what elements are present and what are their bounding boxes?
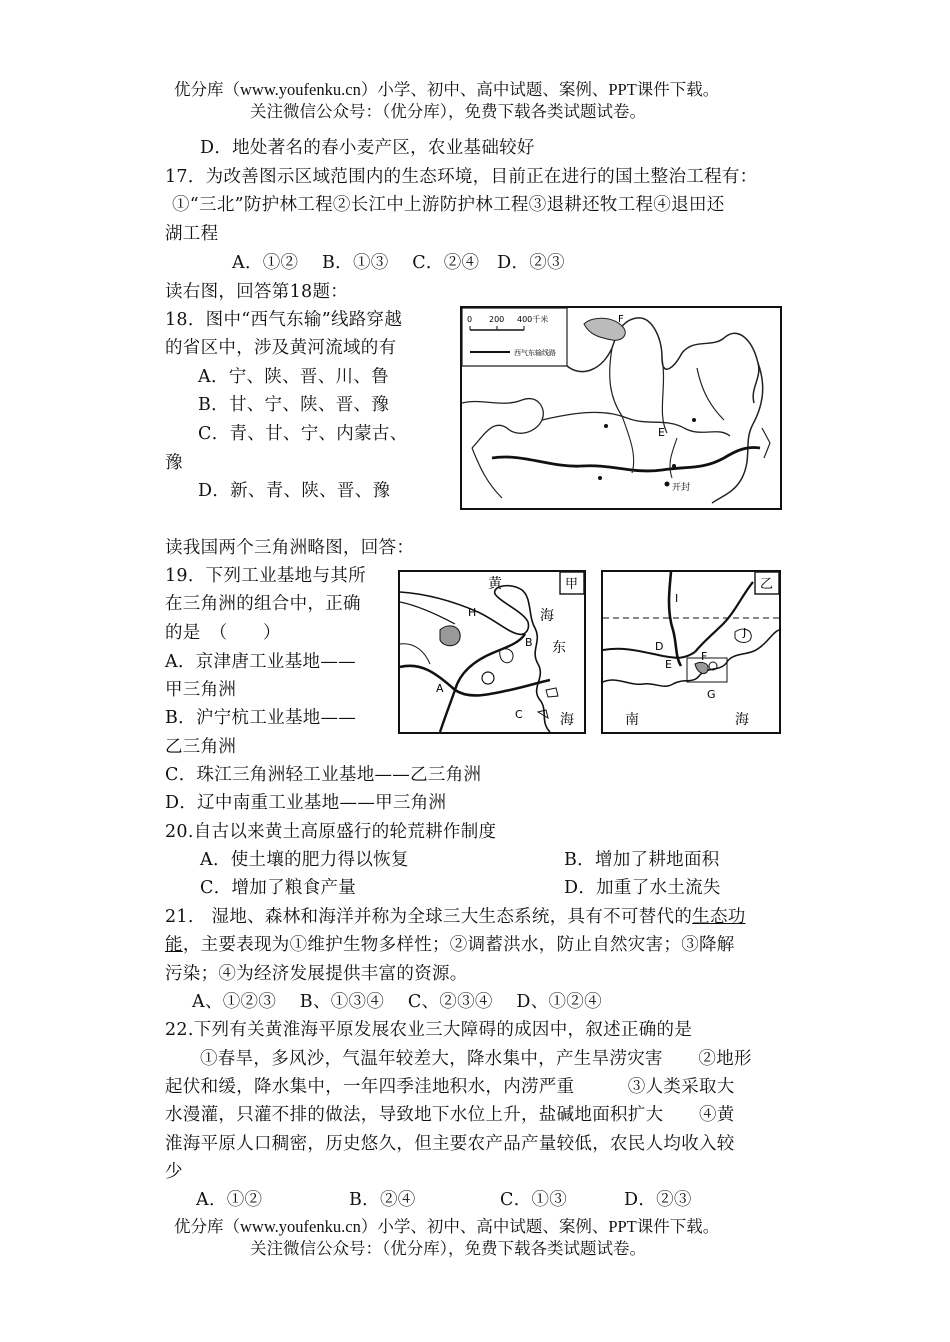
q19-option-a-1: A．京津唐工业基地—— [165,652,356,672]
map-yi-label-g: G [707,688,716,701]
q22-line-3: 水漫灌，只灌不排的做法，导致地下水位上升，盐碱地面积扩大 ④黄 [165,1105,735,1125]
west-east-gas-pipeline-map [460,306,782,510]
map-jia-lake-1 [440,626,460,646]
q21-underlined-term-2: 能 [165,935,183,955]
q19-stem-line-3: 的是 （ ） [165,623,281,643]
scale-0: 0 [467,315,473,324]
map-jia-sea-dong: 东 [552,640,566,656]
q20-option-c: C．增加了粮食产量 [200,878,357,898]
q19-option-a-2: 甲三角洲 [165,680,237,700]
q17-stem-line-1: 17．为改善图示区域范围内的生态环境，目前正在进行的国土整治工程有： [165,167,758,187]
q18-option-c: C．青、甘、宁、内蒙古、 [198,424,408,444]
map-jia-sea-huang: 黄 [488,576,502,592]
map-yi-label-e: E [665,658,672,671]
footer-line-2: 关注微信公众号：（优分库），免费下载各类试题试卷。 [250,1239,646,1258]
q18-stem-line-2: 的省区中，涉及黄河流域的有 [165,338,397,358]
q19-stem-line-2: 在三角洲的组合中，正确 [165,594,361,614]
pipeline-map-svg [462,308,780,508]
read-18-instruction: 读右图，回答第18题： [165,282,349,302]
q19-option-b-2: 乙三角洲 [165,737,237,757]
q22-option-d: D．②③ [624,1190,692,1210]
q21-stem-line-3: 污染；④为经济发展提供丰富的资源。 [165,964,468,984]
map-jia-river-1 [400,666,550,696]
map-jia-label-a: A [436,682,444,695]
label-f: F [618,314,624,325]
q22-option-a: A．①② [196,1190,263,1210]
map-yi-sea-hai: 海 [735,712,749,728]
map-jia-label-h: H [468,606,477,619]
q19-option-c: C．珠江三角洲轻工业基地——乙三角洲 [165,765,482,785]
q22-line-5: 少 [165,1162,183,1182]
map-jia-svg [400,572,584,732]
map-yi-label-d: D [655,640,664,653]
delta-map-jia [398,570,586,734]
q22-line-2: 起伏和缓，降水集中，一年四季洼地积水，内涝严重 ③人类采取大 [165,1077,735,1097]
q17-stem-line-2: ①“三北”防护林工程②长江中上游防护林工程③退耕还牧工程④退田还 [172,195,725,215]
q20-option-b: B．增加了耕地面积 [564,850,720,870]
scale-200: 200 [489,315,505,324]
map-yi-label-j: J [743,626,747,639]
read-19-instruction: 读我国两个三角洲略图，回答： [165,538,415,558]
q19-stem-line-1: 19．下列工业基地与其所 [165,566,366,586]
q22-line-1: ①春旱，多风沙，气温年较差大，降水集中，产生旱涝灾害 ②地形 [200,1049,752,1069]
q20-option-d: D．加重了水土流失 [564,878,721,898]
footer-line-1: 优分库（www.youfenku.cn）小学、初中、高中试题、案例、PPT课件下载。 [174,1217,720,1236]
label-e: E [658,426,665,439]
q20-option-a: A．使土壤的肥力得以恢复 [200,850,409,870]
pipeline-route [492,447,760,470]
scale-400: 400千米 [517,315,549,324]
map-yi-svg [603,572,779,732]
q22-option-c: C．①③ [500,1190,568,1210]
q18-option-d: D．新、青、陕、晋、豫 [198,481,391,501]
q18-stem-line-1: 18．图中“西气东输”线路穿越 [165,310,403,330]
q21-stem-line-1 [165,903,746,928]
q21-underlined-term-1: 生态功 [692,907,746,927]
map-jia-sea-hai-2: 海 [560,712,574,728]
map-jia-label-c: C [515,708,523,721]
map-yi-label-i: I [675,592,679,605]
map-jia-sea-hai-1: 海 [540,608,554,624]
q19-option-b-1: B．沪宁杭工业基地—— [165,708,357,728]
q21-stem-line-1-text: 21. 湿地、森林和海洋并称为全球三大生态系统，具有不可替代的 [165,907,693,927]
q18-option-b: B．甘、宁、陕、晋、豫 [198,395,390,415]
inner-boundary [542,412,730,436]
map-jia-rail [455,634,525,690]
west-boundary [462,399,543,448]
label-kaifeng: 开封 [672,483,691,493]
legend-pipeline-label: 西气东输线路 [514,349,556,357]
map-yi-label-f: F [701,650,708,663]
map-jia-tag: 甲 [565,577,579,592]
q20-stem: 20.自古以来黄土高原盛行的轮荒耕作制度 [165,822,497,842]
q21-stem-line-2-text: ，主要表现为①维护生物多样性；②调蓄洪水，防止自然灾害；③降解 [182,935,735,955]
q21-stem-line-2 [165,931,735,956]
q19-option-d: D．辽中南重工业基地——甲三角洲 [165,793,447,813]
q17-stem-line-3: 湖工程 [165,224,219,244]
q22-line-4: 淮海平原人口稠密，历史悠久，但主要农产品产量较低，农民人均收入较 [165,1134,735,1154]
q18-option-a: A．宁、陕、晋、川、鲁 [198,367,389,387]
delta-map-yi [601,570,781,734]
q16-option-d: D．地处著名的春小麦产区，农业基础较好 [200,138,535,158]
q17-options: A．①② B．①③ C．②④ D．②③ [232,253,565,273]
map-yi-river [669,572,681,666]
map-jia-label-b: B [525,636,533,649]
map-yi-sea-nan: 南 [625,712,639,728]
header-line-2: 关注微信公众号：（优分库），免费下载各类试题试卷。 [250,102,646,121]
q21-options: A、①②③ B、①③④ C、②③④ D、①②④ [192,992,602,1012]
q22-stem: 22.下列有关黄淮海平原发展农业三大障碍的成因中，叙述正确的是 [165,1020,693,1040]
q22-option-b: B．②④ [349,1190,416,1210]
q18-option-c-cont: 豫 [165,453,183,473]
kaifeng-dot [665,482,670,487]
header-line-1: 优分库（www.youfenku.cn）小学、初中、高中试题、案例、PPT课件下载。 [174,80,720,99]
map-yi-tag: 乙 [760,577,774,592]
